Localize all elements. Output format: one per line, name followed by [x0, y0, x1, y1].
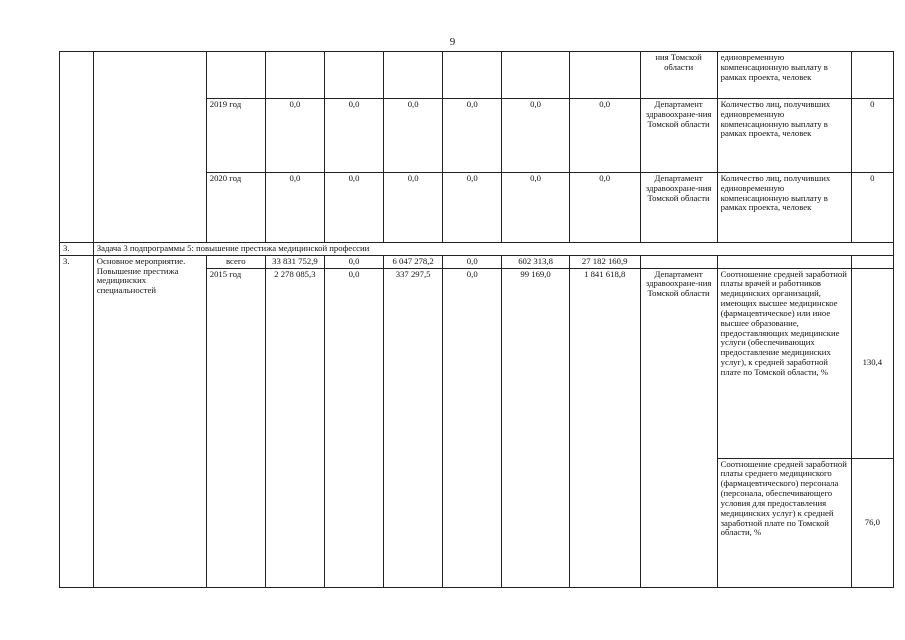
value-cell: 0,0 [502, 173, 570, 243]
department-cell: ния Томской области [640, 52, 717, 99]
value-cell: 0,0 [569, 173, 640, 243]
value-cell: 0,0 [443, 173, 502, 243]
value-cell [384, 52, 443, 99]
year-cell: всего [206, 255, 265, 268]
result-cell: 76,0 [851, 458, 893, 587]
value-cell: 0,0 [443, 255, 502, 268]
year-cell: 2020 год [206, 173, 265, 243]
value-cell: 0,0 [324, 255, 383, 268]
task-num-cell: 3. [60, 243, 94, 256]
value-cell: 0,0 [265, 99, 324, 173]
value-cell: 27 182 160,9 [569, 255, 640, 268]
value-cell: 0,0 [324, 173, 383, 243]
year-cell: 2015 год [206, 268, 265, 587]
table-row [60, 52, 894, 99]
department-cell: Департамент здравоохране-ния Томской области [640, 173, 717, 243]
total-row [60, 255, 894, 268]
value-cell: 0,0 [443, 99, 502, 173]
value-cell: 2 278 085,3 [265, 268, 324, 587]
value-cell [502, 52, 570, 99]
value-cell: 602 313,8 [502, 255, 570, 268]
value-cell: 1 841 618,8 [569, 268, 640, 587]
indicator-cell: Соотношение средней заработной платы врачей и работников медицинских организаций, имеющих высшее медицинское (фармацевтическое) или иное высшее образование, предоставляющих медицинские услуги (обеспечивающих предоставление медицинских услуг), к средней заработной плате по Томской области, % [717, 268, 851, 458]
indicator-cell [717, 255, 851, 268]
year-cell [206, 52, 265, 99]
event-name-cell [93, 52, 206, 243]
result-cell: 0 [851, 99, 893, 173]
department-cell [640, 255, 717, 268]
result-cell: 0 [851, 173, 893, 243]
value-cell: 0,0 [569, 99, 640, 173]
year-cell: 2019 год [206, 99, 265, 173]
value-cell: 99 169,0 [502, 268, 570, 587]
task-row [60, 243, 894, 256]
result-cell: 130,4 [851, 268, 893, 458]
value-cell: 0,0 [324, 99, 383, 173]
result-cell [851, 52, 893, 99]
department-cell: Департамент здравоохране-ния Томской области [640, 99, 717, 173]
value-cell: 0,0 [265, 173, 324, 243]
indicator-cell: Соотношение средней заработной платы среднего медицинского (фармацевтического) персонала (персонала, обеспечивающего условия для предоставления медицинских услуг) к средней заработной плате по Томской области, % [717, 458, 851, 587]
task-title-cell: Задача 3 подпрограммы 5: повышение престижа медицинской профессии [93, 243, 893, 256]
page-number: 9 [449, 36, 456, 48]
num-cell [60, 52, 94, 243]
value-cell: 0,0 [443, 268, 502, 587]
indicator-cell: Количество лиц, получивших единовременную компенсационную выплату в рамках проекта, человек [717, 99, 851, 173]
event-name-cell: Основное мероприятие. Повышение престижа медицинских специальностей [93, 255, 206, 587]
value-cell: 337 297,5 [384, 268, 443, 587]
value-cell: 0,0 [324, 268, 383, 587]
result-cell [851, 255, 893, 268]
value-cell: 0,0 [384, 173, 443, 243]
value-cell [443, 52, 502, 99]
department-cell: Департамент здравоохране-ния Томской области [640, 268, 717, 587]
value-cell [265, 52, 324, 99]
indicator-cell: Количество лиц, получивших единовременную компенсационную выплату в рамках проекта, человек [717, 173, 851, 243]
value-cell: 0,0 [502, 99, 570, 173]
program-table [59, 51, 894, 588]
indicator-cell: единовременную компенсационную выплату в рамках проекта, человек [717, 52, 851, 99]
value-cell: 33 831 752,9 [265, 255, 324, 268]
value-cell [569, 52, 640, 99]
value-cell [324, 52, 383, 99]
value-cell: 0,0 [384, 99, 443, 173]
event-num-cell: 3. [60, 255, 94, 587]
value-cell: 6 047 278,2 [384, 255, 443, 268]
